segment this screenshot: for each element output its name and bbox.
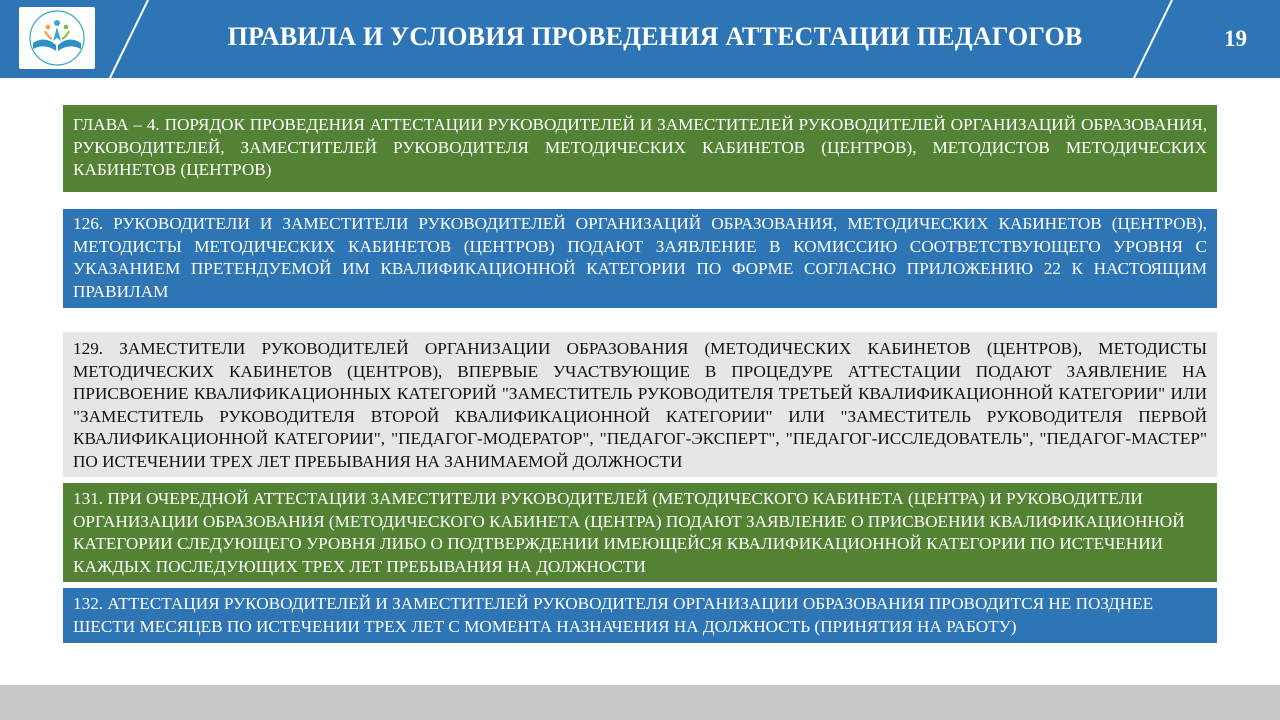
page-title: ПРАВИЛА И УСЛОВИЯ ПРОВЕДЕНИЯ АТТЕСТАЦИИ ПЕДАГОГОВ [227,22,1083,51]
header-bar [0,0,1280,78]
paragraph-132-box [63,588,1217,643]
footer-bar [0,685,1280,720]
open-book-people-logo-icon [19,7,95,69]
paragraph-131-text: 131. ПРИ ОЧЕРЕДНОЙ АТТЕСТАЦИИ ЗАМЕСТИТЕЛИ РУКОВОДИТЕЛЕЙ (МЕТОДИЧЕСКОГО КАБИНЕТА (ЦЕНТРА) И РУКОВОДИТЕЛИ ОРГАНИЗАЦИИ ОБРАЗОВАНИЯ (МЕТОДИЧЕСКОГО КАБИНЕТА (ЦЕНТРА) ПОДАЮТ ЗАЯВЛЕНИЕ О ПРИСВОЕНИИ КВАЛИФИКАЦИОННОЙ КАТЕГОРИИ СЛЕДУЮЩЕГО УРОВНЯ ЛИБО О ПОДТВЕРЖДЕНИИ ИМЕЮЩЕЙСЯ КВАЛИФИКАЦИОННОЙ КАТЕГОРИИ ПО ИСТЕЧЕНИИ КАЖДЫХ ПОСЛЕДУЮЩИХ ТРЕХ ЛЕТ ПРЕБЫВАНИЯ НА ДОЛЖНОСТИ [73,489,1185,576]
chapter-heading-box [63,105,1217,192]
paragraph-129-text: 129. ЗАМЕСТИТЕЛИ РУКОВОДИТЕЛЕЙ ОРГАНИЗАЦИИ ОБРАЗОВАНИЯ (МЕТОДИЧЕСКИХ КАБИНЕТОВ (ЦЕНТРОВ), МЕТОДИСТЫ МЕТОДИЧЕСКИХ КАБИНЕТОВ (ЦЕНТРОВ), ВПЕРВЫЕ УЧАСТВУЮЩИЕ В ПРОЦЕДУРЕ АТТЕСТАЦИИ ПОДАЮТ ЗАЯВЛЕНИЕ НА ПРИСВОЕНИЕ КВАЛИФИКАЦИОННЫХ КАТЕГОРИЙ "ЗАМЕСТИТЕЛЬ РУКОВОДИТЕЛЯ ТРЕТЬЕЙ КВАЛИФИКАЦИОННОЙ КАТЕГОРИИ" ИЛИ "ЗАМЕСТИТЕЛЬ РУКОВОДИТЕЛЯ ВТОРОЙ КВАЛИФИКАЦИОННОЙ КАТЕГОРИИ" ИЛИ "ЗАМЕСТИТЕЛЬ РУКОВОДИТЕЛЯ ПЕРВОЙ КВАЛИФИКАЦИОННОЙ КАТЕГОРИИ", "ПЕДАГОГ-МОДЕРАТОР", "ПЕДАГОГ-ЭКСПЕРТ", "ПЕДАГОГ-ИССЛЕДОВАТЕЛЬ", "ПЕДАГОГ-МАСТЕР" ПО ИСТЕЧЕНИИ ТРЕХ ЛЕТ ПРЕБЫВАНИЯ НА ЗАНИМАЕМОЙ ДОЛЖНОСТИ [73,339,1207,471]
paragraph-126-text: 126. РУКОВОДИТЕЛИ И ЗАМЕСТИТЕЛИ РУКОВОДИТЕЛЕЙ ОРГАНИЗАЦИЙ ОБРАЗОВАНИЯ, МЕТОДИЧЕСКИХ КАБИНЕТОВ (ЦЕНТРОВ), МЕТОДИСТЫ МЕТОДИЧЕСКИХ КАБИНЕТОВ (ЦЕНТРОВ) ПОДАЮТ ЗАЯВЛЕНИЕ В КОМИССИЮ СООТВЕТСТВУЮЩЕГО УРОВНЯ С УКАЗАНИЕМ ПРЕТЕНДУЕМОЙ ИМ КВАЛИФИКАЦИОННОЙ КАТЕГОРИИ ПО ФОРМЕ СОГЛАСНО ПРИЛОЖЕНИЮ 22 К НАСТОЯЩИМ ПРАВИЛАМ [73,214,1207,301]
paragraph-132-text: 132. АТТЕСТАЦИЯ РУКОВОДИТЕЛЕЙ И ЗАМЕСТИТЕЛЕЙ РУКОВОДИТЕЛЯ ОРГАНИЗАЦИИ ОБРАЗОВАНИЯ ПРОВОДИТСЯ НЕ ПОЗДНЕЕ ШЕСТИ МЕСЯЦЕВ ПО ИСТЕЧЕНИИ ТРЕХ ЛЕТ С МОМЕНТА НАЗНАЧЕНИЯ НА ДОЛЖНОСТЬ (ПРИНЯТИЯ НА РАБОТУ) [73,594,1154,636]
slide-number: 19 [1224,26,1247,51]
paragraph-126-box [63,209,1217,308]
paragraph-129-box [63,332,1217,477]
paragraph-131-box [63,483,1217,582]
chapter-heading-text: ГЛАВА – 4. ПОРЯДОК ПРОВЕДЕНИЯ АТТЕСТАЦИИ РУКОВОДИТЕЛЕЙ И ЗАМЕСТИТЕЛЕЙ РУКОВОДИТЕЛЕЙ ОРГАНИЗАЦИЙ ОБРАЗОВАНИЯ, РУКОВОДИТЕЛЕЙ, ЗАМЕСТИТЕЛЕЙ РУКОВОДИТЕЛЯ МЕТОДИЧЕСКИХ КАБИНЕТОВ (ЦЕНТРОВ), МЕТОДИСТОВ МЕТОДИЧЕСКИХ КАБИНЕТОВ (ЦЕНТРОВ) [73,115,1207,179]
